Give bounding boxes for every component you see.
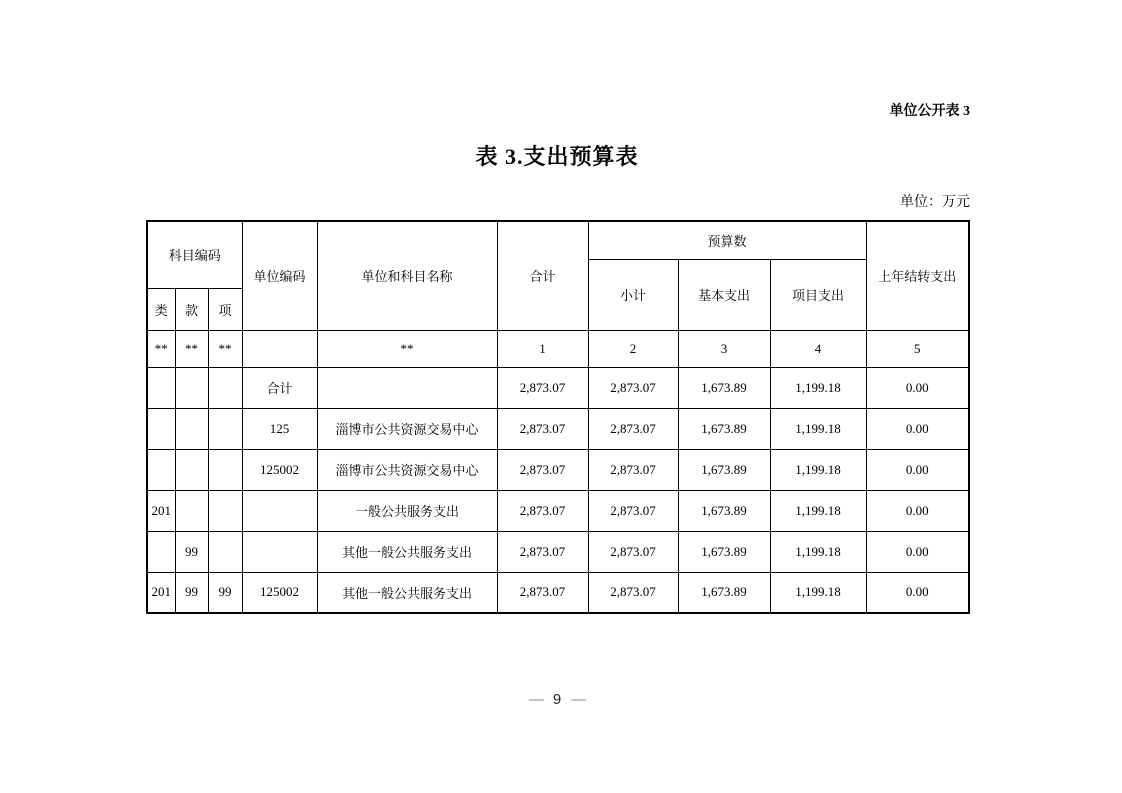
table-cell: 99 xyxy=(208,572,242,613)
header-row-1 xyxy=(147,221,969,259)
table-cell: 淄博市公共资源交易中心 xyxy=(317,449,497,490)
table-cell: 1,199.18 xyxy=(770,408,866,449)
page-title: 表 3.支出预算表 xyxy=(475,144,639,169)
footer-dash-left: — xyxy=(528,691,543,708)
budget-table-container xyxy=(146,220,970,614)
table-cell: 5 xyxy=(866,330,969,367)
header-budget-amount: 预算数 xyxy=(588,221,866,259)
corner-table-label: 单位公开表 3 xyxy=(889,104,970,119)
table-cell: 125 xyxy=(242,408,317,449)
table-cell: 1,199.18 xyxy=(770,490,866,531)
table-cell xyxy=(147,531,175,572)
table-row xyxy=(147,572,969,613)
table-cell: 1,673.89 xyxy=(678,490,770,531)
table-cell: 1,673.89 xyxy=(678,531,770,572)
table-cell: 其他一般公共服务支出 xyxy=(317,531,497,572)
table-cell: 2,873.07 xyxy=(497,531,588,572)
table-cell xyxy=(208,367,242,408)
table-cell xyxy=(242,330,317,367)
table-cell: 1,673.89 xyxy=(678,367,770,408)
footer-dash-right: — xyxy=(571,691,586,708)
table-cell: 2,873.07 xyxy=(497,367,588,408)
table-cell xyxy=(147,367,175,408)
header-section: 款 xyxy=(175,288,208,330)
header-item: 项 xyxy=(208,288,242,330)
table-cell xyxy=(242,490,317,531)
table-cell: 0.00 xyxy=(866,490,969,531)
table-cell: 0.00 xyxy=(866,572,969,613)
table-cell: 0.00 xyxy=(866,367,969,408)
budget-table xyxy=(146,220,970,614)
table-cell: 125002 xyxy=(242,449,317,490)
table-row xyxy=(147,367,969,408)
table-cell xyxy=(175,367,208,408)
table-cell xyxy=(242,531,317,572)
table-cell: 99 xyxy=(175,531,208,572)
table-cell: ** xyxy=(317,330,497,367)
table-row xyxy=(147,449,969,490)
table-cell: 201 xyxy=(147,490,175,531)
table-cell xyxy=(175,490,208,531)
table-cell: 4 xyxy=(770,330,866,367)
table-cell: 1,673.89 xyxy=(678,408,770,449)
table-cell xyxy=(175,449,208,490)
header-project-expenditure: 项目支出 xyxy=(770,259,866,330)
table-cell: 1,199.18 xyxy=(770,367,866,408)
table-cell xyxy=(208,531,242,572)
table-cell: 201 xyxy=(147,572,175,613)
header-subtotal: 小计 xyxy=(588,259,678,330)
header-carryover-expenditure: 上年结转支出 xyxy=(866,221,969,330)
table-cell: 2,873.07 xyxy=(588,408,678,449)
table-cell: 2,873.07 xyxy=(588,531,678,572)
table-cell: 1,199.18 xyxy=(770,449,866,490)
table-cell: 合计 xyxy=(242,367,317,408)
table-cell: 其他一般公共服务支出 xyxy=(317,572,497,613)
table-cell: 2,873.07 xyxy=(497,490,588,531)
unit-note: 单位：万元 xyxy=(900,195,970,210)
header-total: 合计 xyxy=(497,221,588,330)
table-cell: 0.00 xyxy=(866,408,969,449)
column-index-row xyxy=(147,330,969,367)
table-cell xyxy=(208,408,242,449)
table-cell xyxy=(317,367,497,408)
table-cell: 1,199.18 xyxy=(770,572,866,613)
table-cell: 2,873.07 xyxy=(588,367,678,408)
table-cell: ** xyxy=(208,330,242,367)
table-cell xyxy=(175,408,208,449)
table-row xyxy=(147,490,969,531)
table-cell: 2,873.07 xyxy=(588,490,678,531)
table-cell: 2,873.07 xyxy=(497,572,588,613)
table-cell: 1,673.89 xyxy=(678,572,770,613)
header-class: 类 xyxy=(147,288,175,330)
table-cell: 一般公共服务支出 xyxy=(317,490,497,531)
table-row xyxy=(147,408,969,449)
page-number: 9 xyxy=(552,691,562,708)
table-cell xyxy=(147,449,175,490)
table-cell xyxy=(208,490,242,531)
table-cell xyxy=(208,449,242,490)
table-cell: 2,873.07 xyxy=(497,449,588,490)
table-cell: 3 xyxy=(678,330,770,367)
table-cell: ** xyxy=(175,330,208,367)
table-cell: 淄博市公共资源交易中心 xyxy=(317,408,497,449)
table-cell: 0.00 xyxy=(866,449,969,490)
table-cell: ** xyxy=(147,330,175,367)
table-cell: 99 xyxy=(175,572,208,613)
table-row xyxy=(147,531,969,572)
table-cell: 2,873.07 xyxy=(588,449,678,490)
header-unit-and-subject-name: 单位和科目名称 xyxy=(317,221,497,330)
page-footer xyxy=(146,691,968,708)
table-cell: 2 xyxy=(588,330,678,367)
table-cell xyxy=(147,408,175,449)
header-unit-code: 单位编码 xyxy=(242,221,317,330)
table-cell: 0.00 xyxy=(866,531,969,572)
table-cell: 2,873.07 xyxy=(588,572,678,613)
table-cell: 1,673.89 xyxy=(678,449,770,490)
table-cell: 125002 xyxy=(242,572,317,613)
header-basic-expenditure: 基本支出 xyxy=(678,259,770,330)
table-cell: 1 xyxy=(497,330,588,367)
table-cell: 1,199.18 xyxy=(770,531,866,572)
table-cell: 2,873.07 xyxy=(497,408,588,449)
header-subject-code: 科目编码 xyxy=(147,221,242,288)
